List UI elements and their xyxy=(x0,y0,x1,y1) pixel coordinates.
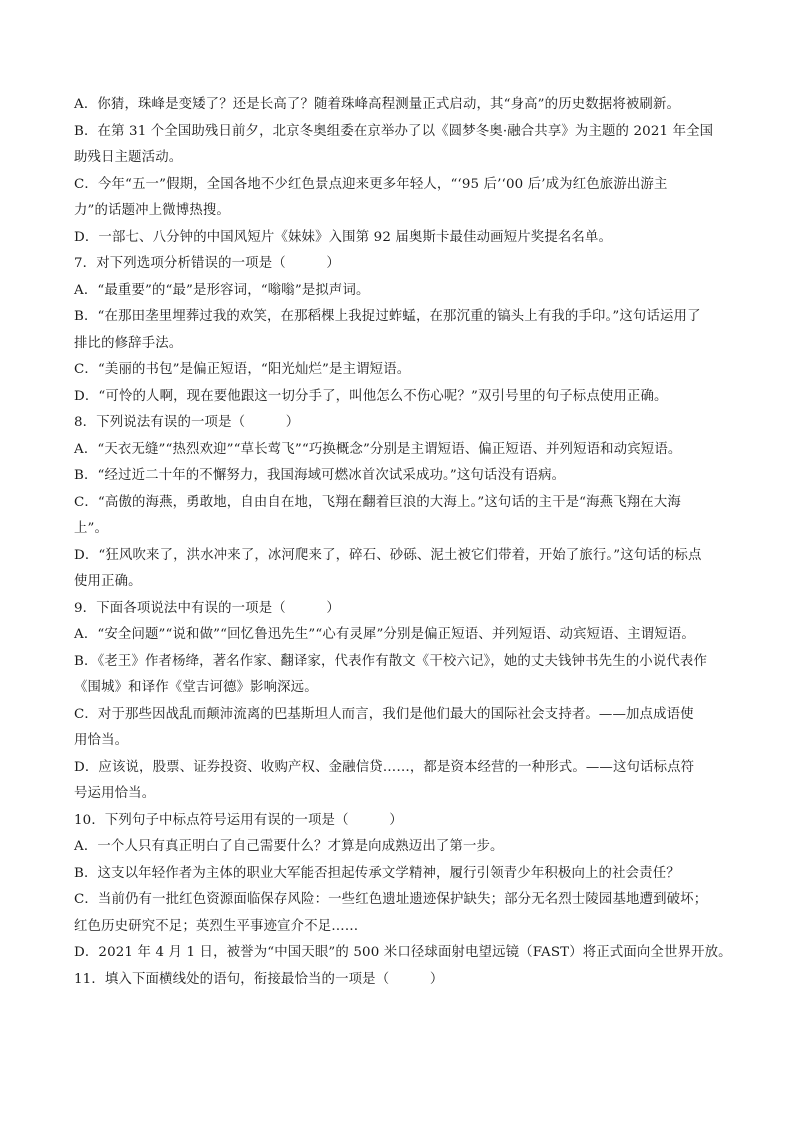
option-b-q7: B．“在那田垄里埋葬过我的欢笑，在那稻棵上我捉过蚱蜢，在那沉重的镐头上有我的手印。”这句话运用了 xyxy=(74,309,701,324)
option-d-q8-cont: 使用正确。 xyxy=(74,574,142,589)
option-a-q6: A．你猜，珠峰是变矮了？还是长高了？随着珠峰高程测量正式启动，其“身高”的历史数据将被刷新。 xyxy=(74,97,681,112)
option-b-q10: B．这支以年轻作者为主体的职业大军能否担起传承文学精神，履行引领青少年积极向上的社会责任？ xyxy=(74,865,680,881)
option-d-q7: D．“可怜的人啊，现在要他跟这一切分手了，叫他怎么不伤心呢？”双引号里的句子标点使用正确。 xyxy=(74,388,668,404)
option-a-q10: A．一个人只有真正明白了自己需要什么？才算是向成熟迈出了第一步。 xyxy=(74,839,504,854)
option-c-q9: C．对于那些因战乱而颠沛流离的巴基斯坦人而言，我们是他们最大的国际社会支持者。——加点成语使 xyxy=(74,706,694,722)
option-c-q6-cont: 力”的话题冲上微博热搜。 xyxy=(74,203,230,218)
option-d-q9: D．应该说，股票、证券投资、收购产权、金融信贷……，都是资本经营的一种形式。——这句话标点符 xyxy=(74,759,695,775)
option-c-q9-cont: 用恰当。 xyxy=(74,733,129,748)
option-b-q9-cont: 《围城》和译作《堂吉诃德》影响深远。 xyxy=(74,680,318,695)
option-c-q10-cont: 红色历史研究不足；英烈生平事迹宣介不足…… xyxy=(74,918,359,934)
option-c-q10: C．当前仍有一批红色资源面临保存风险：一些红色遗址遗迹保护缺失；部分无名烈士陵园基地遭到破坏； xyxy=(74,892,708,907)
option-c-q8-cont: 上”。 xyxy=(74,521,109,536)
option-c-q6: C．今年“五一”假期，全国各地不少红色景点迎来更多年轻人，“‘95 后’‘00 后’成为红色旅游出游主 xyxy=(74,176,668,192)
option-a-q7: A．“最重要”的“最”是形容词，“嗡嗡”是拟声词。 xyxy=(74,282,370,298)
question-7: 7．对下列选项分析错误的一项是（ ） xyxy=(74,256,340,271)
question-10: 10．下列句子中标点符号运用有误的一项是（ ） xyxy=(74,812,403,828)
option-d-q10: D．2021 年 4 月 1 日，被誉为“中国天眼”的 500 米口径球面射电望远镜（FAST）将正式面向全世界开放。 xyxy=(74,945,732,960)
option-b-q8: B．“经过近二十年的不懈努力，我国海域可燃冰首次试采成功。”这句话没有语病。 xyxy=(74,468,566,483)
option-c-q8: C．“高傲的海燕，勇敢地，自由自在地，飞翔在翻着巨浪的大海上。”这句话的主干是“海燕飞翔在大海 xyxy=(74,494,681,510)
option-d-q6: D．一部七、八分钟的中国风短片《妹妹》入围第 92 届奥斯卡最佳动画短片奖提名名单。 xyxy=(74,229,613,245)
option-b-q6: B．在第 31 个全国助残日前夕，北京冬奥组委在京举办了以《圆梦冬奥·融合共享》为主题的 2021 年全国 xyxy=(74,123,714,139)
option-c-q7: C．“美丽的书包”是偏正短语，“阳光灿烂”是主谓短语。 xyxy=(74,362,411,377)
option-b-q7-cont: 排比的修辞手法。 xyxy=(74,335,183,351)
option-d-q8: D．“狂风吹来了，洪水冲来了，冰河爬来了，碎石、砂砾、泥土被它们带着，开始了旅行。”这句话的标点 xyxy=(74,547,702,563)
option-d-q9-cont: 号运用恰当。 xyxy=(74,786,156,801)
question-8: 8．下列说法有误的一项是（ ） xyxy=(74,415,300,430)
option-a-q9: A．“安全问题”“说和做”“回忆鲁迅先生”“心有灵犀”分别是偏正短语、并列短语、动宾短语、主谓短语。 xyxy=(74,627,695,642)
option-a-q8: A．“天衣无缝”“热烈欢迎”“草长莺飞”“巧换概念”分别是主谓短语、偏正短语、并列短语和动宾短语。 xyxy=(74,441,682,457)
question-11: 11．填入下面横线处的语句，衔接最恰当的一项是（ ） xyxy=(74,971,444,987)
question-9: 9．下面各项说法中有误的一项是（ ） xyxy=(74,600,340,616)
option-b-q6-cont: 助残日主题活动。 xyxy=(74,150,183,165)
option-b-q9: B．《老王》作者杨绛，著名作家、翻译家，代表作有散文《干校六记》，她的丈夫钱钟书先生的小说代表作 xyxy=(74,653,707,669)
